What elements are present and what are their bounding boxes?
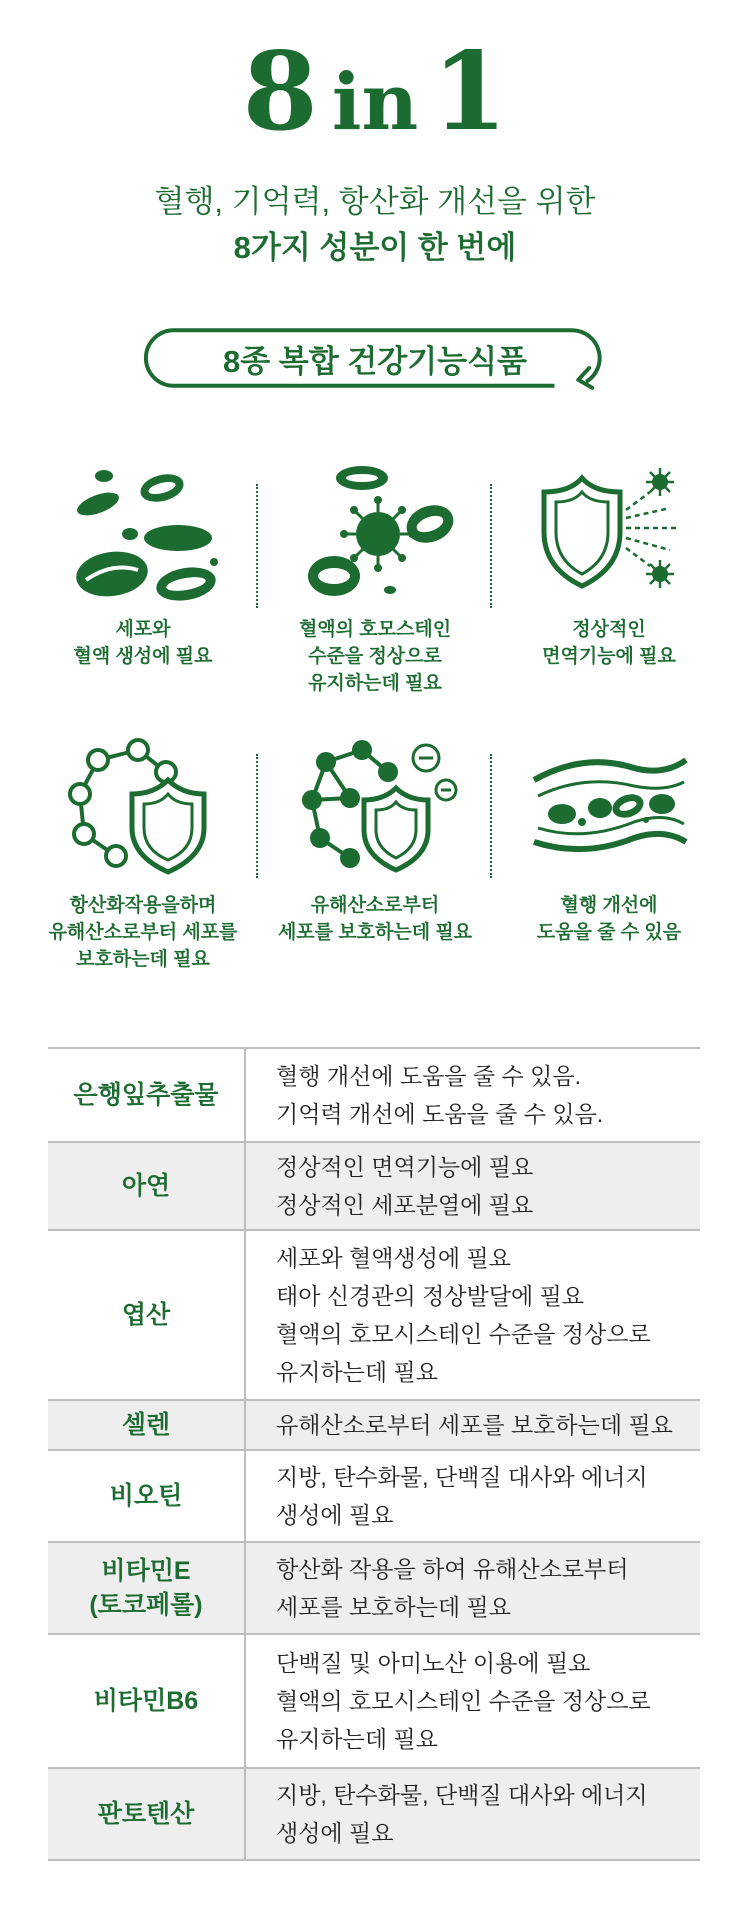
benefit-label xyxy=(494,616,724,670)
badge-label: 8종 복합 건강기능식품 xyxy=(223,343,527,379)
description-line: 단백질 및 아미노산 이용에 필요 xyxy=(276,1650,591,1676)
benefit-label-line: 유지하는데 필요 xyxy=(308,673,442,694)
title-number-1: 1 xyxy=(432,29,508,155)
benefit-label-line: 항산화작용을하며 xyxy=(69,895,217,916)
table-row xyxy=(48,1048,700,1142)
hero-title xyxy=(0,29,750,155)
benefit-label-line: 혈액 생성에 필요 xyxy=(73,646,213,667)
ingredient-description xyxy=(245,1542,700,1634)
description-line: 유지하는데 필요 xyxy=(276,1359,438,1385)
table-row xyxy=(48,1450,700,1542)
ingredient-name-text: 엽산 xyxy=(121,1301,171,1329)
ingredient-description xyxy=(245,1400,700,1450)
ingredient-name-text: 비타민B6 xyxy=(93,1687,199,1715)
ingredient-description xyxy=(245,1048,700,1142)
description-line: 정상적인 세포분열에 필요 xyxy=(276,1192,534,1218)
benefit-cell xyxy=(494,738,724,946)
benefit-label-line: 정상적인 xyxy=(572,619,646,640)
blood-cells-icon xyxy=(58,462,228,602)
table-row xyxy=(48,1400,700,1450)
benefit-label-line: 면역기능에 필요 xyxy=(542,646,676,667)
description-line: 태아 신경관의 정상발달에 필요 xyxy=(276,1283,585,1309)
table-row xyxy=(48,1142,700,1230)
ingredient-name xyxy=(48,1768,245,1860)
ingredient-description xyxy=(245,1230,700,1400)
benefit-label-line: 보호하는데 필요 xyxy=(76,949,210,970)
benefit-label-line: 혈액의 호모스테인 xyxy=(298,619,452,640)
description-line: 유해산소로부터 세포를 보호하는데 필요 xyxy=(276,1412,673,1438)
table-row xyxy=(48,1634,700,1768)
ingredient-name xyxy=(48,1400,245,1450)
description-line: 기억력 개선에 도움을 줄 수 있음. xyxy=(276,1101,604,1127)
divider xyxy=(490,484,492,608)
ingredient-name-text: 비타민E xyxy=(101,1557,191,1585)
molecule-shield-icon xyxy=(58,738,228,878)
divider xyxy=(490,754,492,878)
benefit-label xyxy=(260,616,490,697)
description-line: 정상적인 면역기능에 필요 xyxy=(276,1154,534,1180)
benefit-cell xyxy=(28,462,258,670)
table-row xyxy=(48,1768,700,1860)
description-line: 혈행 개선에 도움을 줄 수 있음. xyxy=(276,1063,581,1089)
ingredient-name-text: 비오틴 xyxy=(109,1482,183,1510)
shield-virus-icon xyxy=(524,462,694,602)
ingredient-name xyxy=(48,1142,245,1230)
hero-subtitle-line1: 혈행, 기억력, 항산화 개선을 위한 xyxy=(154,184,596,219)
description-line: 세포를 보호하는데 필요 xyxy=(276,1594,511,1620)
benefit-cell xyxy=(28,738,258,973)
table-row xyxy=(48,1230,700,1400)
ingredient-description xyxy=(245,1450,700,1542)
description-line: 지방, 탄수화물, 단백질 대사와 에너지 xyxy=(276,1782,648,1808)
table-row xyxy=(48,1542,700,1634)
ingredient-name-text: 판토텐산 xyxy=(97,1800,195,1828)
benefit-label-line: 유해산소로부터 xyxy=(310,895,440,916)
benefit-label xyxy=(28,892,258,973)
ingredient-table xyxy=(48,1047,700,1861)
blood-vessel-icon xyxy=(524,738,694,878)
description-line: 혈액의 호모시스테인 수준을 정상으로 xyxy=(276,1321,651,1347)
description-line: 세포와 혈액생성에 필요 xyxy=(276,1245,511,1271)
benefit-label xyxy=(260,892,490,946)
ingredient-description xyxy=(245,1768,700,1860)
benefit-label-line: 세포를 보호하는데 필요 xyxy=(277,922,473,943)
description-line: 항산화 작용을 하여 유해산소로부터 xyxy=(276,1556,629,1582)
benefit-cell xyxy=(494,462,724,670)
ingredient-name-text: 아연 xyxy=(121,1172,171,1200)
molecule-minus-shield-icon xyxy=(290,738,460,878)
ingredient-name xyxy=(48,1450,245,1542)
benefit-label-line: 도움을 줄 수 있음 xyxy=(536,922,682,943)
description-line: 생성에 필요 xyxy=(276,1820,394,1846)
description-line: 생성에 필요 xyxy=(276,1502,394,1528)
description-line: 유지하는데 필요 xyxy=(276,1726,438,1752)
description-line: 지방, 탄수화물, 단백질 대사와 에너지 xyxy=(276,1464,648,1490)
benefit-label xyxy=(28,616,258,670)
description-line: 혈액의 호모시스테인 수준을 정상으로 xyxy=(276,1688,651,1714)
title-word-in: in xyxy=(331,57,419,148)
hero-subtitle-line2: 8가지 성분이 한 번에 xyxy=(233,230,517,265)
ingredient-description xyxy=(245,1634,700,1768)
ingredient-name-text: 셀렌 xyxy=(121,1411,171,1439)
benefit-label xyxy=(494,892,724,946)
ingredient-name-text: (토코페롤) xyxy=(89,1591,203,1619)
benefit-label-line: 세포와 xyxy=(115,619,171,640)
virus-cells-icon xyxy=(290,462,460,602)
divider xyxy=(256,754,258,878)
ingredient-name-text: 은행잎추출물 xyxy=(73,1081,219,1109)
benefit-cell xyxy=(260,738,490,946)
ingredient-description xyxy=(245,1142,700,1230)
ingredient-name xyxy=(48,1634,245,1768)
benefit-label-line: 수준을 정상으로 xyxy=(308,646,442,667)
benefit-label-line: 혈행 개선에 xyxy=(560,895,658,916)
ingredient-name xyxy=(48,1048,245,1142)
divider xyxy=(256,484,258,608)
title-number-8: 8 xyxy=(242,29,318,155)
benefit-cell xyxy=(260,462,490,697)
ingredient-name xyxy=(48,1542,245,1634)
ingredient-name xyxy=(48,1230,245,1400)
benefit-label-line: 유해산소로부터 세포를 xyxy=(48,922,238,943)
